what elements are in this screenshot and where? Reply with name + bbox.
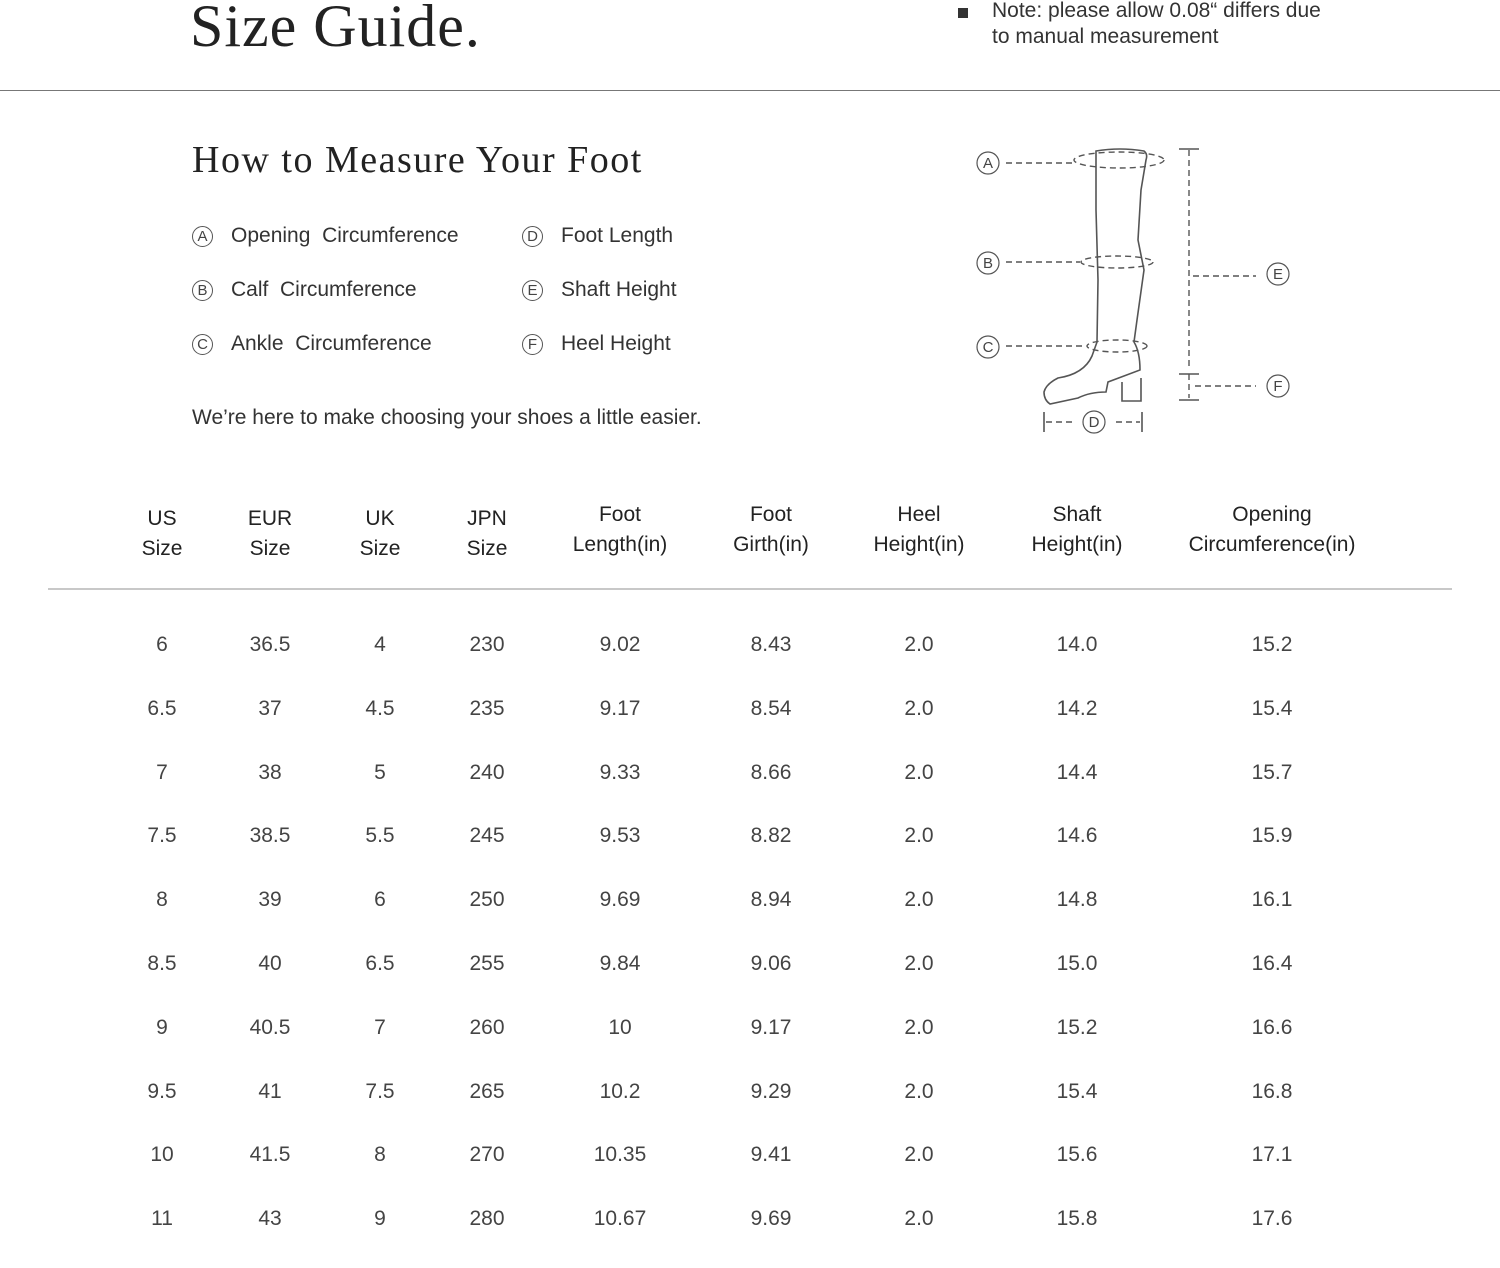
table-cell: 15.6: [1056, 1143, 1098, 1167]
table-cell: 2.0: [904, 1207, 934, 1231]
tagline: We’re here to make choosing your shoes a little easier.: [192, 406, 702, 429]
table-row: [48, 1204, 1452, 1268]
table-row: [48, 758, 1452, 822]
table-cell: 7: [374, 1015, 386, 1039]
table-cell: 40.5: [249, 1015, 291, 1039]
table-cell: 10.2: [599, 1079, 641, 1103]
table-cell: 15.2: [1056, 1015, 1098, 1039]
table-cell: 5: [374, 760, 386, 784]
table-cell: 230: [469, 633, 505, 656]
table-row: [48, 1140, 1452, 1204]
table-cell: 14.0: [1056, 633, 1098, 656]
table-cell: 8: [374, 1143, 386, 1167]
column-header-line1: JPN: [467, 507, 507, 530]
table-cell: 9.5: [147, 1079, 177, 1103]
table-cell: 14.6: [1056, 824, 1098, 848]
table-cell: 11: [151, 1207, 173, 1231]
table-cell: 8.54: [750, 696, 792, 720]
table-cell: 9: [156, 1015, 168, 1039]
column-header-line2: Length(in): [572, 533, 668, 556]
table-cell: 7: [156, 760, 168, 784]
column-header-line2: Size: [466, 537, 508, 560]
table-cell: 40: [258, 951, 282, 975]
table-cell: 9.69: [750, 1207, 792, 1231]
diagram-label-b: B: [982, 255, 994, 272]
table-cell: 9.53: [599, 824, 641, 848]
table-header: [48, 500, 1452, 590]
table-cell: 6.5: [365, 951, 395, 975]
table-cell: 41: [258, 1079, 282, 1103]
column-header-line2: Circumference(in): [1188, 533, 1356, 556]
table-cell: 15.4: [1251, 696, 1293, 720]
measurement-legend: [192, 224, 762, 356]
table-cell: 2.0: [904, 1015, 934, 1039]
table-cell: 2.0: [904, 1143, 934, 1167]
table-cell: 8.94: [750, 888, 792, 912]
legend-label: Shaft Height: [561, 278, 677, 301]
square-bullet-icon: [958, 8, 968, 18]
legend-item-b: [192, 278, 522, 302]
legend-label: Opening Circumference: [231, 224, 459, 247]
table-cell: 16.1: [1251, 888, 1293, 912]
table-cell: 8.43: [750, 633, 792, 656]
table-cell: 235: [469, 696, 505, 720]
table-cell: 5.5: [365, 824, 395, 848]
column-header-line2: Height(in): [873, 533, 965, 556]
table-cell: 2.0: [904, 1079, 934, 1103]
measurement-note: [958, 0, 1322, 50]
column-header: [873, 500, 964, 560]
table-cell: 15.7: [1251, 760, 1293, 784]
table-cell: 280: [469, 1207, 505, 1231]
table-cell: 9.17: [599, 696, 641, 720]
column-header: [733, 500, 809, 560]
size-chart-table: [48, 500, 1452, 1268]
legend-label: Calf Circumference: [231, 278, 417, 301]
table-cell: 9.06: [750, 951, 792, 975]
table-cell: 265: [469, 1079, 505, 1103]
table-cell: 15.4: [1056, 1079, 1098, 1103]
table-cell: 4: [374, 633, 386, 656]
table-cell: 9.33: [599, 760, 641, 784]
table-body: [48, 630, 1452, 1268]
table-row: [48, 630, 1452, 694]
table-cell: 2.0: [904, 696, 934, 720]
column-header-line2: Height(in): [1031, 533, 1123, 556]
circle-letter-e-icon: E: [522, 280, 543, 301]
table-cell: 15.0: [1056, 951, 1098, 975]
table-row: [48, 949, 1452, 1013]
table-cell: 9: [374, 1207, 386, 1231]
table-row: [48, 885, 1452, 949]
column-header: [467, 504, 508, 564]
table-row: [48, 1077, 1452, 1141]
column-header-line1: Foot: [598, 503, 642, 526]
table-cell: 17.6: [1251, 1207, 1293, 1231]
column-header: [573, 500, 668, 560]
table-cell: 9.02: [599, 633, 641, 656]
table-cell: 41.5: [249, 1143, 291, 1167]
table-cell: 6: [374, 888, 386, 912]
table-cell: 16.4: [1251, 951, 1293, 975]
table-cell: 2.0: [904, 824, 934, 848]
column-header-line1: Foot: [749, 503, 793, 526]
legend-item-c: [192, 332, 522, 356]
column-header-line1: EUR: [247, 507, 293, 530]
column-header-line2: Girth(in): [733, 533, 809, 556]
table-cell: 8.82: [750, 824, 792, 848]
table-cell: 9.29: [750, 1079, 792, 1103]
table-cell: 38: [258, 760, 282, 784]
table-cell: 10.35: [593, 1143, 647, 1167]
legend-item-a: [192, 224, 522, 248]
table-cell: 43: [258, 1207, 282, 1231]
column-header-line2: Size: [141, 537, 183, 560]
table-cell: 9.69: [599, 888, 641, 912]
legend-item-f: [522, 332, 762, 356]
table-cell: 15.9: [1251, 824, 1293, 848]
diagram-label-d: D: [1088, 414, 1100, 431]
circle-letter-a-icon: A: [192, 226, 213, 247]
boot-measurement-diagram-icon: [960, 130, 1310, 440]
circle-letter-f-icon: F: [522, 334, 543, 355]
table-cell: 9.17: [750, 1015, 792, 1039]
diagram-label-c: C: [982, 339, 994, 356]
table-cell: 14.2: [1056, 696, 1098, 720]
column-header-line1: US: [147, 507, 177, 530]
column-header-line1: Opening: [1232, 503, 1312, 526]
diagram-label-e: E: [1272, 266, 1284, 283]
circle-letter-c-icon: C: [192, 334, 213, 355]
table-cell: 250: [469, 888, 505, 912]
column-header: [1189, 500, 1356, 560]
table-cell: 16.8: [1251, 1079, 1293, 1103]
column-header-line1: Heel: [897, 503, 941, 526]
table-cell: 2.0: [904, 633, 934, 656]
column-header: [1031, 500, 1122, 560]
table-cell: 15.2: [1251, 633, 1293, 656]
table-cell: 255: [469, 951, 505, 975]
table-row: [48, 821, 1452, 885]
diagram-label-f: F: [1273, 378, 1283, 395]
table-cell: 9.84: [599, 951, 641, 975]
table-cell: 10: [150, 1143, 174, 1167]
legend-label: Foot Length: [561, 224, 674, 247]
table-cell: 270: [469, 1143, 505, 1167]
table-row: [48, 694, 1452, 758]
table-cell: 2.0: [904, 951, 934, 975]
legend-item-e: [522, 278, 762, 302]
section-title: How to Measure Your Foot: [192, 139, 643, 181]
table-cell: 14.8: [1056, 888, 1098, 912]
legend-label: Ankle Circumference: [231, 332, 432, 355]
legend-label: Heel Height: [561, 332, 671, 355]
table-cell: 16.6: [1251, 1015, 1293, 1039]
table-cell: 8: [156, 888, 168, 912]
table-cell: 7.5: [147, 824, 177, 848]
table-cell: 260: [469, 1015, 505, 1039]
table-cell: 240: [469, 760, 505, 784]
table-cell: 10: [608, 1015, 632, 1039]
table-cell: 17.1: [1251, 1143, 1293, 1167]
table-cell: 8.5: [147, 951, 177, 975]
column-header: [248, 504, 292, 564]
table-row: [48, 1013, 1452, 1077]
column-header: [142, 504, 183, 564]
table-cell: 39: [258, 888, 282, 912]
column-header-line1: Shaft: [1052, 503, 1102, 526]
table-cell: 4.5: [365, 696, 395, 720]
header-divider: [0, 90, 1500, 91]
column-header-line2: Size: [249, 537, 291, 560]
table-cell: 8.66: [750, 760, 792, 784]
table-cell: 9.41: [750, 1143, 792, 1167]
table-cell: 14.4: [1056, 760, 1098, 784]
column-header: [360, 504, 401, 564]
table-cell: 2.0: [904, 888, 934, 912]
table-cell: 6: [156, 633, 168, 656]
column-header-line2: Size: [359, 537, 401, 560]
table-cell: 38.5: [249, 824, 291, 848]
circle-letter-b-icon: B: [192, 280, 213, 301]
page-title: Size Guide.: [190, 0, 481, 59]
table-cell: 36.5: [249, 633, 291, 656]
diagram-label-a: A: [982, 155, 994, 172]
column-header-line1: UK: [365, 507, 395, 530]
table-cell: 7.5: [365, 1079, 395, 1103]
table-cell: 245: [469, 824, 505, 848]
table-cell: 2.0: [904, 760, 934, 784]
legend-item-d: [522, 224, 762, 248]
table-cell: 6.5: [147, 696, 177, 720]
table-cell: 15.8: [1056, 1207, 1098, 1231]
table-cell: 37: [258, 696, 282, 720]
note-text: Note: please allow 0.08“ differs due to manual measurement: [992, 0, 1321, 48]
table-cell: 10.67: [593, 1207, 647, 1231]
circle-letter-d-icon: D: [522, 226, 543, 247]
